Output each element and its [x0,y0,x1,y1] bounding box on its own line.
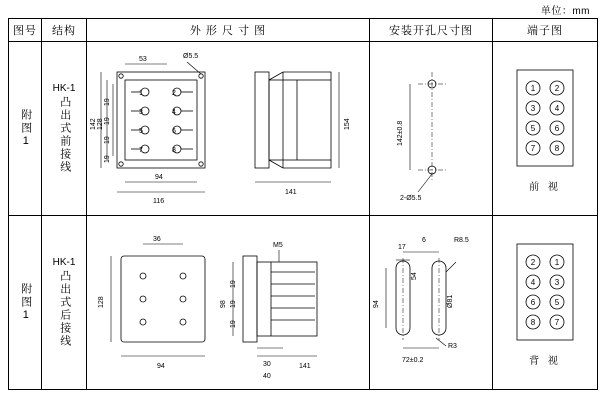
dim-r85: R8.5 [454,237,469,245]
pin-7: 7 [139,147,143,155]
terminal-diagram-cell-1 [493,42,598,216]
outline-drawing-cell-1 [87,42,370,216]
dim-53: 53 [139,56,147,64]
table-row [9,42,598,216]
terminal-5: 5 [554,298,560,308]
dim-94: 94 [155,174,163,182]
figure-no-cell-2 [9,216,42,390]
dim-40: 40 [263,373,271,381]
structure-code-2: HK-1 [52,257,76,269]
dim-36: 36 [153,236,161,244]
terminal-diagram-2 [505,238,585,348]
terminal-6: 6 [554,124,560,134]
pin-3: 3 [139,109,143,117]
terminal-3: 3 [530,104,536,114]
terminal-1: 1 [530,84,536,94]
terminal-7: 7 [530,144,536,154]
terminal-6: 6 [530,298,536,308]
dim-154: 154 [344,118,351,131]
header-mounting-dims: 安装开孔尺寸图 [370,19,493,42]
dim-128: 128 [97,118,104,131]
dim-r3: R3 [448,343,457,351]
figure-no-cell-1 [9,42,42,216]
terminal-4: 4 [554,104,560,114]
mounting-drawing-2 [370,216,490,386]
header-outline-dims: 外 形 尺 寸 图 [87,19,370,42]
dim-o81: Ø81 [447,294,454,309]
mounting-drawing-cell-1 [370,42,493,216]
terminal-4: 4 [530,278,536,288]
dim-30: 30 [263,361,271,369]
dim-17: 17 [398,244,406,252]
unit-note: 单位：mm [540,6,590,17]
structure-code-1: HK-1 [52,83,76,95]
dim-128-r2: 128 [98,296,105,309]
dim-94-mount: 94 [373,300,380,309]
terminal-3: 3 [554,278,560,288]
figure-no-label-1: 附图1 [19,108,32,149]
dim-72-tol: 72±0.2 [402,357,424,365]
terminal-2: 2 [554,84,560,94]
dim-19-d: 19 [104,155,111,164]
terminal-8: 8 [554,144,560,154]
pin-6: 6 [172,128,176,136]
figure-no-label-2: 附图1 [19,282,32,323]
dim-19-c: 19 [104,136,111,145]
terminal-7: 7 [554,318,560,328]
dim-94-r2: 94 [157,363,165,371]
structure-text-2: 凸出式后接线 [58,270,71,349]
dim-6: 6 [422,237,426,245]
dim-d55: Ø5.5 [183,53,199,61]
dim-54: 54 [411,272,418,281]
dim-116: 116 [153,198,165,206]
terminal-8: 8 [530,318,536,328]
header-terminal-diagram: 端子图 [493,19,598,42]
dim-98: 98 [220,300,227,309]
structure-text-1: 凸出式前接线 [58,96,71,175]
pin-2: 2 [172,90,176,98]
terminal-5: 5 [530,124,536,134]
dim-142: 142 [90,118,97,131]
dim-141: 141 [285,189,297,197]
mounting-drawing-1 [370,42,490,212]
outline-drawing-cell-2 [87,216,370,390]
terminal-diagram-1 [505,64,585,174]
table-header-row [9,19,598,42]
pin-1: 1 [139,90,143,98]
dim-19-e: 19 [230,280,237,289]
dim-141-r2: 141 [299,363,311,371]
dim-19-a: 19 [104,98,111,107]
pin-4: 4 [172,109,176,117]
dim-142-tol: 142±0.8 [397,120,404,147]
terminal-caption-1: 前 视 [529,182,561,194]
header-figure-no: 图号 [9,19,42,42]
structure-cell-2 [42,216,87,390]
dim-2-d55: 2-Ø5.5 [400,195,422,203]
header-structure: 结构 [42,19,87,42]
structure-cell-1 [42,42,87,216]
outline-drawing-2 [87,216,367,386]
pin-8: 8 [172,147,176,155]
pin-5: 5 [139,128,143,136]
terminal-diagram-cell-2 [493,216,598,390]
table-row [9,216,598,390]
terminal-2: 2 [530,258,536,268]
dim-19-b: 19 [104,117,111,126]
terminal-caption-2: 背 视 [529,356,561,368]
dim-19-g: 19 [230,320,237,329]
mounting-drawing-cell-2 [370,216,493,390]
dim-19-f: 19 [230,300,237,309]
outline-drawing-1 [87,42,367,212]
terminal-1: 1 [554,258,560,268]
dim-m5: M5 [273,242,283,250]
dimension-table [8,18,598,390]
